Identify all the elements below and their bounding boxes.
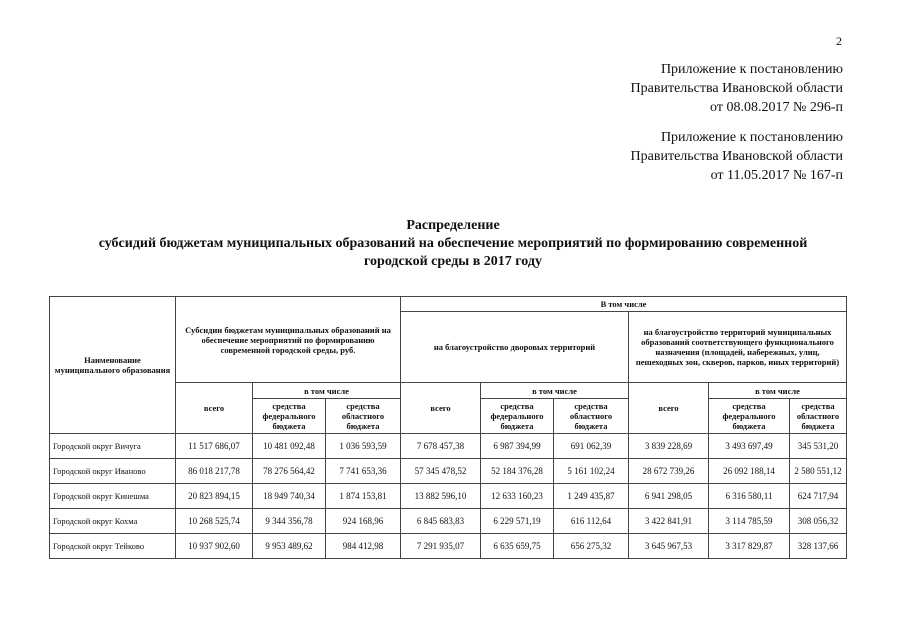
cell-subsidy-federal: 9 344 356,78 — [253, 509, 326, 534]
cell-subsidy-federal: 9 953 489,62 — [253, 534, 326, 559]
cell-yard-regional: 656 275,32 — [554, 534, 629, 559]
header-regional-2: средства областного бюджета — [554, 399, 629, 434]
cell-subsidy-federal: 18 949 740,34 — [253, 484, 326, 509]
header-federal-3: средства федерального бюджета — [709, 399, 790, 434]
cell-territory-total: 3 422 841,91 — [629, 509, 709, 534]
cell-subsidy-total: 10 268 525,74 — [176, 509, 253, 534]
header-subsidy-group: Субсидии бюджетам муниципальных образований на обеспечение мероприятий по формированию современной городской среды, руб. — [176, 297, 401, 383]
table-row — [50, 534, 847, 559]
header-regional-3: средства областного бюджета — [790, 399, 847, 434]
title-line-1: Распределение — [406, 218, 500, 233]
header-incl-sub-1: в том числе — [253, 383, 401, 399]
title-line-2: субсидий бюджетам муниципальных образований на обеспечение мероприятий по формированию современной — [98, 236, 808, 251]
cell-territory-federal: 26 092 188,14 — [709, 459, 790, 484]
municipality-name: Городской округ Кинешма — [50, 484, 176, 509]
cell-territory-federal: 3 114 785,59 — [709, 509, 790, 534]
appendix-block-1 — [631, 60, 843, 117]
header-federal-1: средства федерального бюджета — [253, 399, 326, 434]
cell-yard-total: 6 845 683,83 — [401, 509, 481, 534]
cell-territory-federal: 6 316 580,11 — [709, 484, 790, 509]
cell-subsidy-federal: 10 481 092,48 — [253, 434, 326, 459]
cell-subsidy-regional: 1 874 153,81 — [326, 484, 401, 509]
cell-yard-regional: 5 161 102,24 — [554, 459, 629, 484]
cell-subsidy-regional: 924 168,96 — [326, 509, 401, 534]
cell-subsidy-total: 11 517 686,07 — [176, 434, 253, 459]
cell-subsidy-total: 86 018 217,78 — [176, 459, 253, 484]
table-row — [50, 509, 847, 534]
cell-subsidy-total: 10 937 902,60 — [176, 534, 253, 559]
municipality-name: Городской округ Вичуга — [50, 434, 176, 459]
cell-yard-regional: 1 249 435,87 — [554, 484, 629, 509]
cell-subsidy-regional: 984 412,98 — [326, 534, 401, 559]
cell-territory-total: 3 645 967,53 — [629, 534, 709, 559]
appendix-2-line-2: Правительства Ивановской области — [630, 149, 843, 164]
header-total-3: всего — [629, 383, 709, 434]
document-title — [62, 217, 844, 271]
cell-yard-federal: 6 635 659,75 — [481, 534, 554, 559]
appendix-1-line-3: от 08.08.2017 № 296-п — [710, 100, 843, 115]
cell-territory-total: 28 672 739,26 — [629, 459, 709, 484]
municipality-name: Городской округ Тейково — [50, 534, 176, 559]
cell-yard-federal: 6 987 394,99 — [481, 434, 554, 459]
header-total-2: всего — [401, 383, 481, 434]
cell-yard-federal: 12 633 160,23 — [481, 484, 554, 509]
municipality-name: Городской округ Иваново — [50, 459, 176, 484]
cell-yard-federal: 6 229 571,19 — [481, 509, 554, 534]
cell-yard-total: 7 678 457,38 — [401, 434, 481, 459]
appendix-1-line-2: Правительства Ивановской области — [630, 81, 843, 96]
cell-territory-total: 3 839 228,69 — [629, 434, 709, 459]
header-incl-sub-2: в том числе — [481, 383, 629, 399]
title-line-3: городской среды в 2017 году — [364, 254, 542, 269]
cell-territory-regional: 308 056,32 — [790, 509, 847, 534]
distribution-table — [49, 296, 847, 559]
table-row — [50, 434, 847, 459]
header-territory-group: на благоустройство территорий муниципальных образований соответствующего функционального назначения (площадей, набережных, улиц, пешеходных зон, скверов, парков, иных территорий) — [629, 312, 847, 383]
cell-subsidy-federal: 78 276 564,42 — [253, 459, 326, 484]
appendix-2-line-3: от 11.05.2017 № 167-п — [710, 168, 843, 183]
appendix-2-line-1: Приложение к постановлению — [660, 130, 843, 145]
cell-territory-federal: 3 317 829,87 — [709, 534, 790, 559]
appendix-block-2 — [631, 128, 843, 185]
cell-territory-regional: 624 717,94 — [790, 484, 847, 509]
header-federal-2: средства федерального бюджета — [481, 399, 554, 434]
page-number: 2 — [836, 34, 842, 48]
cell-yard-regional: 616 112,64 — [554, 509, 629, 534]
header-incl-top: В том числе — [401, 297, 847, 312]
header-regional-1: средства областного бюджета — [326, 399, 401, 434]
cell-territory-regional: 328 137,66 — [790, 534, 847, 559]
header-incl-sub-3: в том числе — [709, 383, 847, 399]
appendix-1-line-1: Приложение к постановлению — [660, 62, 843, 77]
cell-subsidy-total: 20 823 894,15 — [176, 484, 253, 509]
cell-territory-regional: 345 531,20 — [790, 434, 847, 459]
cell-yard-federal: 52 184 376,28 — [481, 459, 554, 484]
cell-yard-total: 57 345 478,52 — [401, 459, 481, 484]
cell-yard-regional: 691 062,39 — [554, 434, 629, 459]
cell-yard-total: 13 882 596,10 — [401, 484, 481, 509]
header-yard-group: на благоустройство дворовых территорий — [401, 312, 629, 383]
cell-territory-regional: 2 580 551,12 — [790, 459, 847, 484]
cell-subsidy-regional: 1 036 593,59 — [326, 434, 401, 459]
table-row — [50, 484, 847, 509]
municipality-name: Городской округ Кохма — [50, 509, 176, 534]
cell-subsidy-regional: 7 741 653,36 — [326, 459, 401, 484]
table-row — [50, 459, 847, 484]
header-total-1: всего — [176, 383, 253, 434]
cell-yard-total: 7 291 935,07 — [401, 534, 481, 559]
cell-territory-total: 6 941 298,05 — [629, 484, 709, 509]
cell-territory-federal: 3 493 697,49 — [709, 434, 790, 459]
header-name-col: Наименование муниципального образования — [50, 297, 176, 434]
